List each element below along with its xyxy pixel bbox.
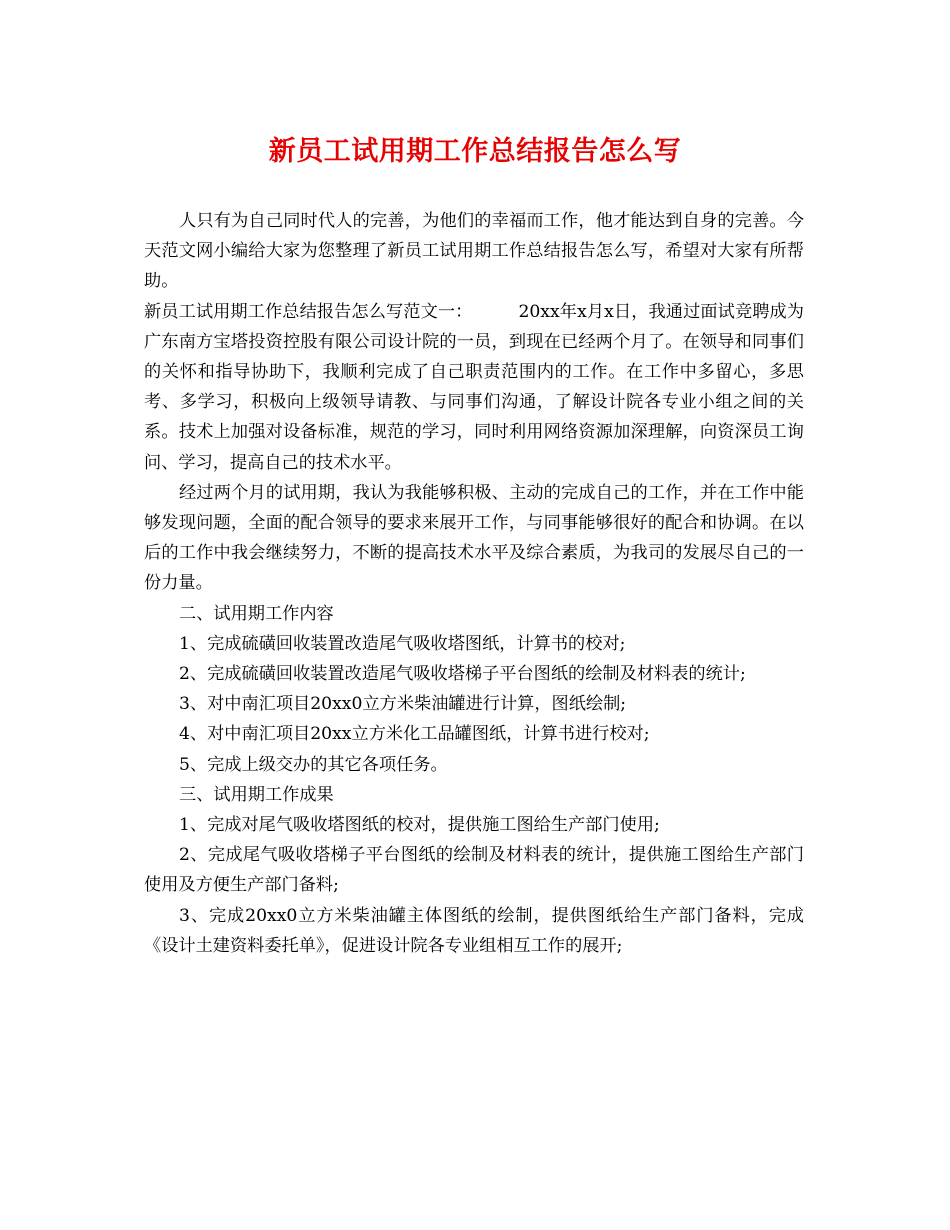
paragraph-2: 经过两个月的试用期，我认为我能够积极、主动的完成自己的工作，并在工作中能够发现问题，全面的配合领导的要求来展开工作，与同事能够很好的配合和协调。在以后的工作中我会继续努力，不断的提高技术水平及综合素质，为我司的发展尽自己的一份力量。 [144, 482, 804, 594]
sample-text: 20xx年x月x日，我通过面试竞聘成为广东南方宝塔投资控股有限公司设计院的一员，到现在已经两个月了。在领导和同事们的关怀和指导协助下，我顺利完成了自己职责范围内的工作。在工作中多留心，多思考、多学习，积极向上级领导请教、与同事们沟通，了解设计院各专业小组之间的关系。技术上加强对设备标准，规范的学习，同时利用网络资源加深理解，向资深员工询问、学习，提高自己的技术水平。 [144, 301, 804, 473]
section-3-item: 3、完成20xx0立方米柴油罐主体图纸的绘制，提供图纸给生产部门备料，完成《设计土建资料委托单》，促进设计院各专业组相互工作的展开; [144, 905, 804, 956]
section-3-item: 2、完成尾气吸收塔梯子平台图纸的绘制及材料表的统计，提供施工图给生产部门使用及方便生产部门备料; [144, 845, 804, 896]
sample-paragraph [144, 297, 804, 478]
section-2-item: 4、对中南汇项目20xx立方米化工品罐图纸，计算书进行校对; [179, 724, 650, 745]
intro-paragraph: 人只有为自己同时代人的完善，为他们的幸福而工作，他才能达到自身的完善。今天范文网小编给大家为您整理了新员工试用期工作总结报告怎么写，希望对大家有所帮助。 [144, 211, 804, 292]
section-2-item: 1、完成硫磺回收装置改造尾气吸收塔图纸，计算书的校对; [179, 633, 626, 654]
sample-heading: 新员工试用期工作总结报告怎么写范文一： [144, 301, 473, 322]
document-title: 新员工试用期工作总结报告怎么写 [268, 136, 682, 167]
section-3-heading: 三、试用期工作成果 [179, 784, 334, 805]
section-2-item: 3、对中南汇项目20xx0立方米柴油罐进行计算，图纸绘制; [179, 694, 627, 715]
section-2-item: 5、完成上级交办的其它各项任务。 [179, 754, 448, 775]
document-body [144, 206, 804, 961]
section-2-heading: 二、试用期工作内容 [179, 603, 334, 624]
section-3-item: 1、完成对尾气吸收塔图纸的校对，提供施工图给生产部门使用; [179, 815, 660, 836]
section-2-item: 2、完成硫磺回收装置改造尾气吸收塔梯子平台图纸的绘制及材料表的统计; [179, 664, 746, 685]
